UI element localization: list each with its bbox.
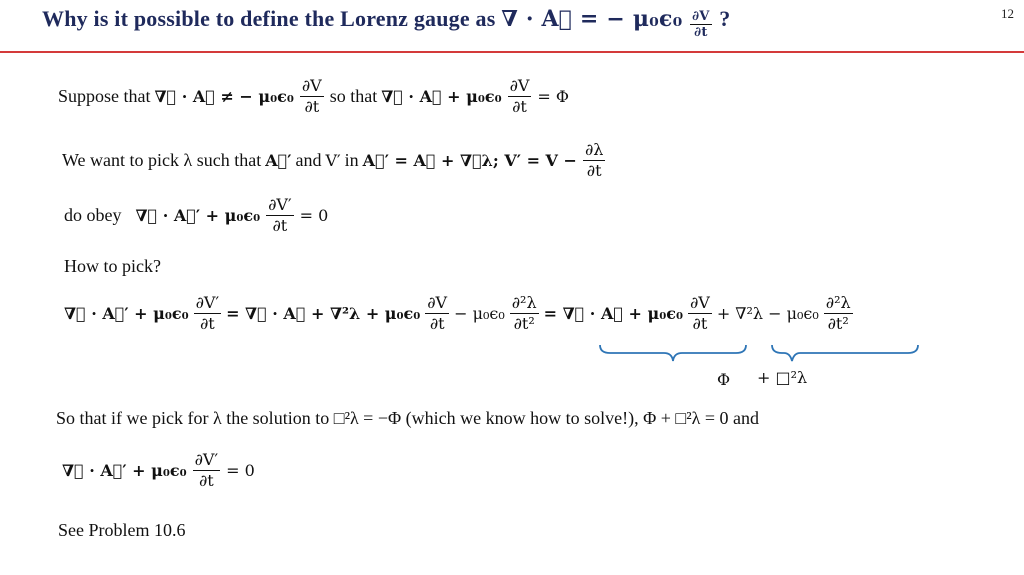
suppose-end: = Φ (537, 87, 570, 106)
frac-num: ∂λ (584, 140, 604, 159)
frac-den: ∂t (198, 471, 214, 490)
obey-frac (266, 195, 293, 236)
title-frac-den: ∂t (694, 25, 708, 40)
underbrace-box (770, 343, 920, 363)
frac-num: ∂V′ (268, 195, 292, 214)
frac-den: ∂t (586, 161, 602, 180)
eq-part-1: ∇⃗ · A⃗′ + μ₀ϵ₀ (64, 304, 189, 323)
obey-prefix: do obey (64, 205, 122, 225)
eq-frac-5 (824, 293, 853, 334)
so-that-line: So that if we pick for λ the solution to □²λ = −Φ (which we know how to solve!), Φ + □²λ = 0 and (56, 408, 760, 428)
suppose-math-1: ∇⃗ · A⃗ ≠ − μ₀ϵ₀ (154, 87, 294, 106)
brace-label-phi: Φ (717, 370, 731, 389)
title-question-mark: ? (719, 6, 731, 31)
slide-title (42, 6, 730, 40)
suppose-prefix: Suppose that (58, 86, 151, 106)
frac-den: ∂t (272, 216, 288, 235)
frac-den: ∂t (199, 314, 215, 333)
suppose-frac-1 (300, 76, 324, 117)
frac-num: ∂²λ (511, 293, 537, 312)
eq-part-5: + ∇²λ − μ₀ϵ₀ (716, 304, 819, 323)
frac-den: ∂t (692, 314, 708, 333)
page-number: 12 (1001, 6, 1014, 21)
want-in: in (344, 150, 359, 170)
frac-num: ∂²λ (825, 293, 851, 312)
final-end: = 0 (226, 461, 255, 480)
obey-end: = 0 (299, 206, 329, 225)
want-prefix: We want to pick λ such that (62, 150, 262, 170)
how-to-pick: How to pick? (64, 256, 161, 276)
underbrace-phi (598, 343, 748, 363)
title-frac-num: ∂V (692, 9, 710, 24)
frac-den: ∂t (512, 97, 527, 116)
eq-frac-3 (510, 293, 539, 334)
title-divider (0, 51, 1024, 53)
frac-den: ∂t (429, 314, 445, 333)
obey-math: ∇⃗ · A⃗′ + μ₀ϵ₀ (135, 206, 261, 225)
see-problem: See Problem 10.6 (58, 520, 186, 540)
final-math: ∇⃗ · A⃗′ + μ₀ϵ₀ (62, 461, 187, 480)
eq-frac-2 (425, 293, 449, 334)
expansion-equation (64, 293, 855, 334)
final-frac (193, 450, 220, 491)
want-v-prime: V′ (325, 151, 341, 170)
title-fraction (690, 9, 711, 40)
eq-part-4: = ∇⃗ · A⃗ + μ₀ϵ₀ (543, 304, 683, 323)
title-text: Why is it possible to define the Lorenz gauge as (42, 6, 496, 31)
frac-den: ∂t² (513, 314, 535, 333)
frac-den: ∂t (304, 97, 320, 116)
frac-den: ∂t² (827, 314, 849, 333)
eq-frac-4 (688, 293, 712, 334)
frac-num: ∂V′ (195, 293, 220, 312)
want-and: and (295, 150, 322, 170)
want-a-prime: A⃗′ (265, 151, 292, 170)
suppose-frac-2 (508, 76, 532, 117)
want-math: A⃗′ = A⃗ + ∇⃗λ; V′ = V − (362, 151, 577, 170)
final-equation (62, 450, 255, 491)
suppose-line (58, 76, 569, 117)
frac-num: ∂V (509, 76, 530, 95)
want-line (62, 140, 607, 181)
frac-num: ∂V (301, 76, 322, 95)
eq-frac-1 (194, 293, 221, 334)
title-math: ∇ · A⃗ = − μ₀ϵ₀ (501, 6, 683, 32)
frac-num: ∂V (427, 293, 448, 312)
obey-line (64, 195, 328, 236)
frac-num: ∂V′ (194, 450, 219, 469)
frac-num: ∂V (689, 293, 710, 312)
eq-part-2: = ∇⃗ · A⃗ + ∇²λ + μ₀ϵ₀ (226, 304, 421, 323)
brace-label-box: + □²λ (757, 368, 808, 387)
want-frac (583, 140, 605, 181)
eq-part-3: − μ₀ϵ₀ (454, 304, 505, 323)
suppose-math-2: ∇⃗ · A⃗ + μ₀ϵ₀ (381, 87, 502, 106)
suppose-mid: so that (329, 86, 378, 106)
